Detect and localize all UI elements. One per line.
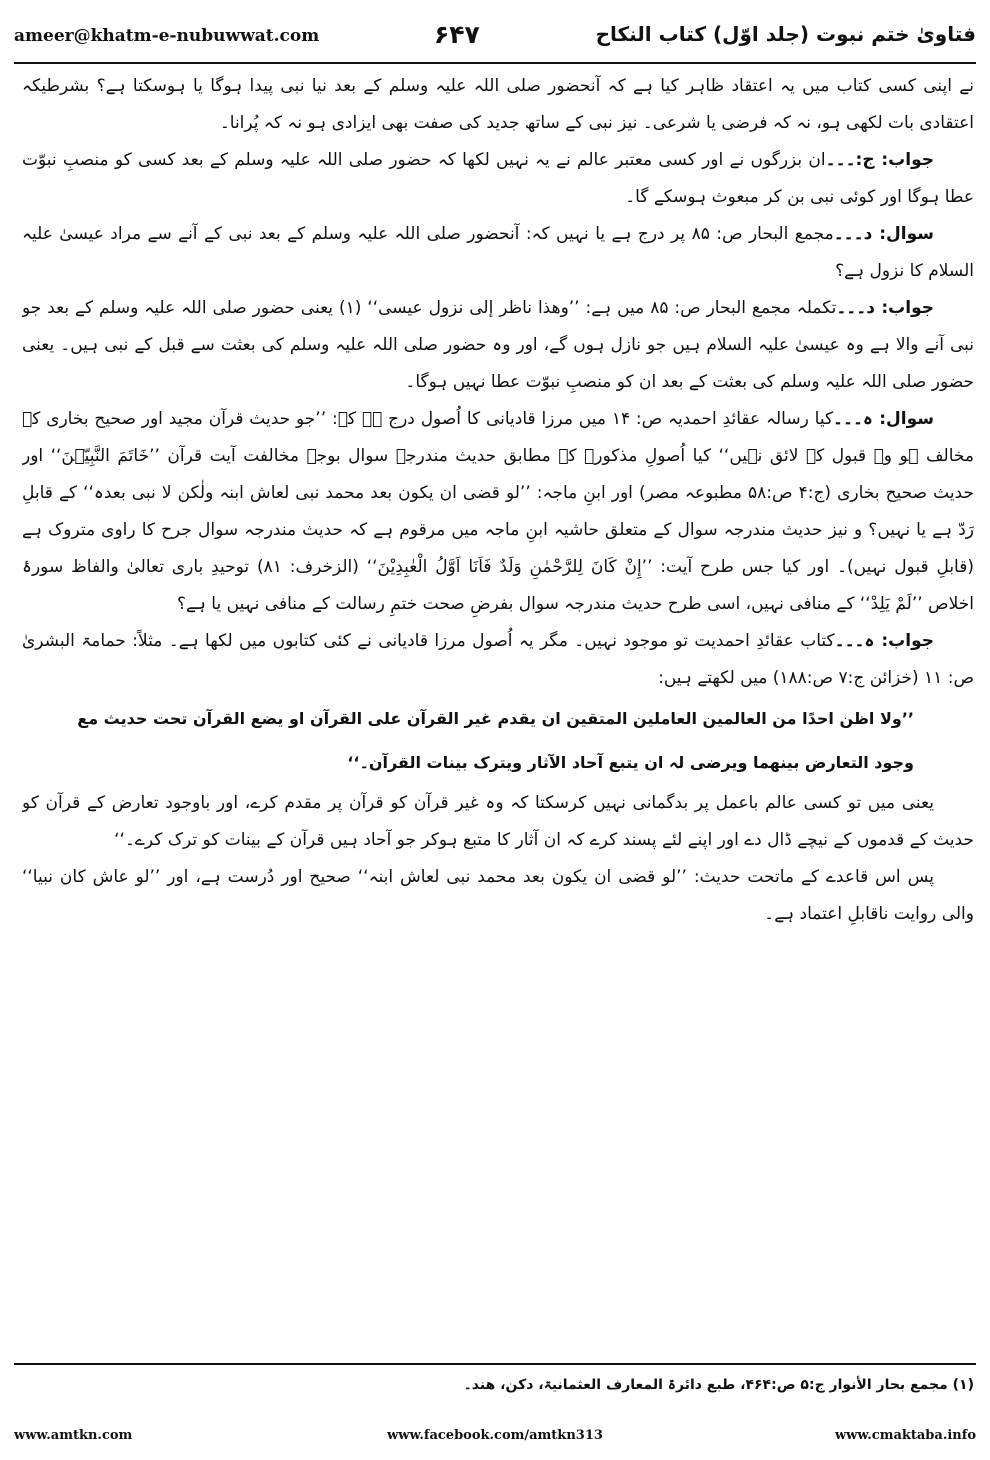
translation-paragraph <box>22 785 974 859</box>
question-paragraph <box>22 216 974 290</box>
page-footer <box>14 1428 976 1450</box>
paragraph-text: تکملہ مجمع البحار ص: ۸۵ میں ہے: ’’وھذا ناظر إلی نزول عیسی‘‘ (۱) یعنی حضور صلی اللہ علیہ وسلم کے بعد جو نبی آنے والا ہے وہ عیسیٰ علیہ السلام ہیں جو نازل ہوں گے، اور وہ حضور صلی اللہ علیہ وسلم کی بعثت سے قبل کے نبی ہیں۔ یعنی حضور صلی اللہ علیہ وسلم کی بعثت کے بعد ان کو منصبِ نبوّت عطا نہیں ہوگا۔ <box>22 298 974 392</box>
page-title: فتاویٰ ختم نبوت (جلد اوّل) کتاب النکاح <box>595 22 976 46</box>
answer-paragraph <box>22 623 974 697</box>
arabic-quote <box>22 697 974 785</box>
question-label: سوال: د۔۔۔ <box>833 224 935 244</box>
paragraph-text: کتاب عقائدِ احمدیت تو موجود نہیں۔ مگر یہ اُصول مرزا قادیانی نے کئی کتابوں میں لکھا ہے۔ مثلاً: حمامۃ البشریٰ ص: ۱۱ (خزائن ج:۷ ص:۱۸۸) میں لکھتے ہیں: <box>22 631 974 688</box>
footnote: (۱) مجمع بحار الأنوار ج:۵ ص:۴۶۴، طبع دائرۃ المعارف العثمانیۃ، دکن، ھند۔ <box>463 1377 974 1393</box>
footnote-divider <box>14 1363 976 1365</box>
answer-paragraph <box>22 142 974 216</box>
answer-label: جواب: د۔۔۔ <box>836 298 934 318</box>
footer-link-cmaktaba[interactable]: www.cmaktaba.info <box>834 1428 976 1443</box>
header-email: ameer@khatm-e-nubuwwat.com <box>14 26 320 46</box>
paragraph-text: مجمع البحار ص: ۸۵ پر درج ہے یا نہیں کہ: آنحضور صلی اللہ علیہ وسلم کے بعد نبی کے آنے سے مراد عیسیٰ علیہ السلام کا نزول ہے؟ <box>22 224 974 281</box>
footer-link-facebook[interactable]: www.facebook.com/amtkn313 <box>387 1428 603 1443</box>
question-paragraph <box>22 401 974 623</box>
question-label: سوال: ہ۔۔۔ <box>833 409 935 429</box>
page-body <box>22 68 974 1343</box>
quote-text: ’’ولا اظن احدًا من العالمین العاملین المتقین ان یقدم غیر القرآن علی القرآن او یضع القرآن تحت حدیث مع وجود التعارض بینھما ویرضی لہ ان یتبع آحاد الآثار ویترک بینات القرآن۔‘‘ <box>77 709 914 772</box>
footer-link-amtkn[interactable]: www.amtkn.com <box>14 1428 133 1443</box>
answer-label: جواب: ج:۔۔۔ <box>825 150 934 170</box>
header-divider <box>14 62 976 64</box>
paragraph-text: یعنی میں تو کسی عالم باعمل پر بدگمانی نہیں کرسکتا کہ وہ غیر قرآن کو قرآن پر مقدم کرے، اور باوجود تعارض کے قرآن کو حدیث کے قدموں کے نیچے ڈال دے اور اپنے لئے پسند کرے کہ ان آثار کا متبع ہوکر جو آحاد ہیں قرآن کے بینات کو ترک کرے۔‘‘ <box>22 793 974 850</box>
paragraph-text: پس اس قاعدے کے ماتحت حدیث: ’’لو قضی ان یکون بعد محمد نبی لعاش ابنہ‘‘ صحیح اور دُرست ہے، اور ’’لو عاش کان نبیا‘‘ والی روایت ناقابلِ اعتماد ہے۔ <box>22 867 974 924</box>
conclusion-paragraph <box>22 859 974 933</box>
answer-paragraph <box>22 290 974 401</box>
paragraph-text: نے اپنی کسی کتاب میں یہ اعتقاد ظاہر کیا ہے کہ آنحضور صلی اللہ علیہ وسلم کے بعد نیا نبی پیدا ہوگا یا ہوسکتا ہے؟ بشرطیکہ اعتقادی بات لکھی ہو، نہ کہ فرضی یا شرعی۔ نیز نبی کے ساتھ جدید کی صفت بھی ایزادی ہو نہ کہ پُرانا۔ <box>22 76 974 133</box>
paragraph-text: کیا رسالہ عقائدِ احمدیہ ص: ۱۴ میں مرزا قادیانی کا اُصول درج ہے کہ: ’’جو حدیث قرآن مجید اور صحیح بخاری کے مخالف ہو وہ قبول کے لائق نہیں‘‘ کیا اُصولِ مذکورہ کے مطابق حدیث مندرجہ سوال بوجہ مخالفت آیت قرآن ’’خَاتَمَ النَّبِیّٖنَ‘‘ اور حدیث صحیح بخاری (ج:۴ ص:۵۸ مطبوعہ مصر) اور ابنِ ماجہ: ’’لو قضی ان یکون بعد محمد نبی لعاش ابنہ ولٰکن لا نبی بعدہ‘‘ کے قابلِ رَدّ ہے یا نہیں؟ و نیز حدیث مندرجہ سوال کے متعلق حاشیہ ابنِ ماجہ میں مرقوم ہے کہ حدیث مندرجہ سوال جرح کا راوی متروک ہے (قابلِ قبول نہیں)۔ اور کیا جس طرح آیت: ’’إِنْ کَانَ لِلرَّحْمٰنِ وَلَدٌ فَاَنَا اَوَّلُ الْعٰبِدِیْنَ‘‘ (الزخرف: ۸۱) توحیدِ باری تعالیٰ والفاظ سورۂ اخلاص ’’لَمْ یَلِدْ‘‘ کے منافی نہیں، اسی طرح حدیث مندرجہ سوال بفرضِ صحت ختمِ رسالت کے منافی نہیں یا ہے؟ <box>22 409 974 614</box>
answer-label: جواب: ہ۔۔۔ <box>834 631 934 651</box>
page-header <box>14 20 976 62</box>
paragraph <box>22 68 974 142</box>
page-number: ۶۴۷ <box>434 20 480 49</box>
paragraph-text: ان بزرگوں نے اور کسی معتبر عالم نے یہ نہیں لکھا کہ حضور صلی اللہ علیہ وسلم کے بعد کسی کو منصبِ نبوّت عطا ہوگا اور کوئی نبی بن کر مبعوث ہوسکے گا۔ <box>22 150 974 207</box>
